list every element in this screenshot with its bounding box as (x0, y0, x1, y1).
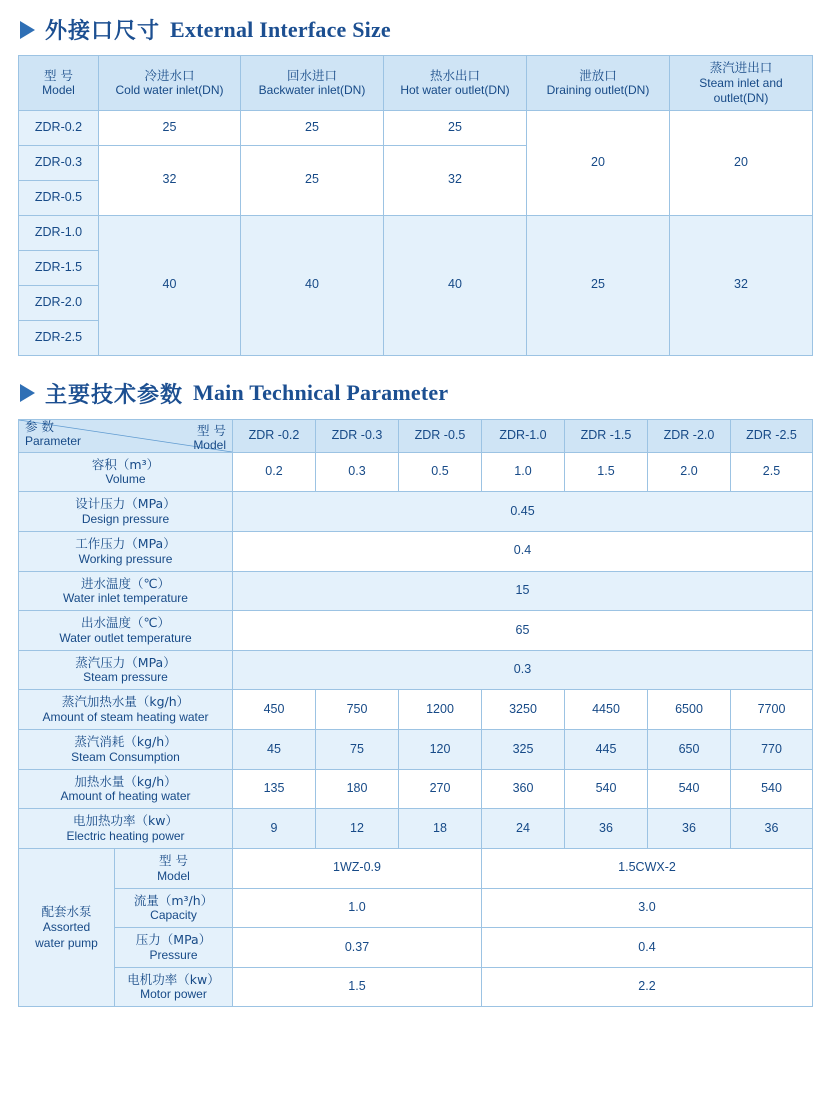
steam-inlet-outlet-cell: 32 (670, 215, 813, 355)
value-cell: 650 (648, 730, 731, 770)
value-cell: 12 (316, 809, 399, 849)
value-cell: 0.3 (316, 452, 399, 492)
table-row (19, 571, 813, 611)
row-label-water-inlet-temperature (19, 571, 233, 611)
row-label-amount-of-heating-water (19, 769, 233, 809)
table-header-cell (99, 56, 241, 111)
row-label-steam-consumption (19, 730, 233, 770)
triangle-arrow-icon (20, 21, 35, 39)
value-cell: 24 (482, 809, 565, 849)
table-header-cell (19, 56, 99, 111)
value-cell: 3250 (482, 690, 565, 730)
table-row (19, 888, 813, 928)
model-cell: ZDR-1.0 (19, 215, 99, 250)
row-label-electric-heating-power (19, 809, 233, 849)
label-cn: 加热水量（kg/h） (74, 773, 177, 789)
value-cell: 325 (482, 730, 565, 770)
value-cell: 540 (731, 769, 813, 809)
label-en: Model (157, 868, 190, 883)
table-row (19, 848, 813, 888)
table-row (19, 809, 813, 849)
table-row (19, 215, 813, 250)
value-cell: 36 (648, 809, 731, 849)
corner-parameter-label (25, 419, 81, 448)
pump-row-label-pressure (115, 928, 233, 968)
model-header-cell: ZDR-1.0 (482, 419, 565, 452)
value-cell: 36 (731, 809, 813, 849)
value-cell: 0.5 (399, 452, 482, 492)
label-en: Amount of heating water (60, 789, 191, 804)
header-en: Steam inlet and outlet(DN) (699, 75, 783, 105)
label-cn: 流量（m³/h） (133, 892, 214, 908)
label-en: Amount of steam heating water (42, 710, 209, 724)
header-cn: 泄放口 (579, 67, 617, 83)
header-en: Hot water outlet(DN) (400, 83, 510, 98)
value-cell: 770 (731, 730, 813, 770)
table-header-row (19, 56, 813, 111)
value-cell: 36 (565, 809, 648, 849)
row-label-steam-pressure (19, 650, 233, 690)
pump-row-label-motor-power (115, 967, 233, 1007)
model-cell: ZDR-2.5 (19, 320, 99, 355)
model-header-cell: ZDR -2.5 (731, 419, 813, 452)
value-cell: 18 (399, 809, 482, 849)
pump-value-left: 1WZ-0.9 (233, 848, 482, 888)
row-label-design-pressure (19, 492, 233, 532)
table-header-row (19, 419, 813, 452)
value-cell-span: 0.4 (233, 531, 813, 571)
value-cell: 0.2 (233, 452, 316, 492)
section-heading-en: Main Technical Parameter (193, 380, 449, 406)
value-cell: 270 (399, 769, 482, 809)
cold-water-inlet-cell: 40 (99, 215, 241, 355)
section-heading-en: External Interface Size (170, 16, 391, 42)
value-cell-span: 0.3 (233, 650, 813, 690)
corner-model-label (193, 423, 226, 452)
header-en: Backwater inlet(DN) (258, 83, 366, 98)
label-cn: 设计压力（MPa） (75, 496, 176, 512)
label-cn: 电加热功率（kw） (73, 813, 178, 829)
table-row (19, 531, 813, 571)
table-row (19, 690, 813, 730)
value-cell: 1.5 (565, 452, 648, 492)
label-en: Pressure (149, 947, 198, 962)
label-en: Volume (105, 472, 146, 487)
value-cell: 6500 (648, 690, 731, 730)
main-technical-parameter-table (18, 419, 813, 1008)
table-header-cell (670, 56, 813, 111)
model-header-cell: ZDR -0.2 (233, 419, 316, 452)
table-row (19, 769, 813, 809)
section-heading-cn: 主要技术参数 (45, 382, 184, 408)
pump-value-right: 1.5CWX-2 (482, 848, 813, 888)
label-en: Capacity (150, 908, 197, 923)
label-cn: 蒸汽加热水量（kg/h） (61, 694, 190, 710)
label-en: Motor power (140, 987, 207, 1002)
header-cn: 热水出口 (429, 67, 480, 83)
row-label-working-pressure (19, 531, 233, 571)
value-cell: 450 (233, 690, 316, 730)
label-cn: 容积（m³） (91, 456, 160, 472)
pump-row-label-capacity (115, 888, 233, 928)
value-cell-span: 65 (233, 611, 813, 651)
model-cell: ZDR-0.5 (19, 180, 99, 215)
model-header-cell: ZDR -0.5 (399, 419, 482, 452)
value-cell: 180 (316, 769, 399, 809)
label-en: Design pressure (81, 511, 170, 526)
model-header-cell: ZDR -2.0 (648, 419, 731, 452)
value-cell: 120 (399, 730, 482, 770)
value-cell: 135 (233, 769, 316, 809)
corner-param-cn: 参 数 (25, 419, 54, 435)
row-label-amount-of-steam-heating-water (19, 690, 233, 730)
label-en: Steam pressure (83, 670, 168, 685)
pump-name-en-1: Assorted (42, 920, 91, 935)
pump-value-left: 1.0 (233, 888, 482, 928)
label-cn: 出水温度（℃） (80, 615, 171, 631)
table-header-cell (527, 56, 670, 111)
value-cell: 2.0 (648, 452, 731, 492)
pump-value-right: 3.0 (482, 888, 813, 928)
value-cell: 540 (565, 769, 648, 809)
section-heading-main-technical-parameter (18, 378, 812, 409)
pump-value-right: 0.4 (482, 928, 813, 968)
label-en: Working pressure (78, 551, 173, 566)
table-row (19, 730, 813, 770)
table-row (19, 452, 813, 492)
cold-water-inlet-cell: 32 (99, 145, 241, 215)
model-cell: ZDR-0.2 (19, 110, 99, 145)
draining-outlet-cell: 25 (527, 215, 670, 355)
table-header-cell (241, 56, 384, 111)
table-row (19, 492, 813, 532)
label-cn: 电机功率（kw） (127, 971, 220, 987)
backwater-inlet-cell: 25 (241, 145, 384, 215)
draining-outlet-cell: 20 (527, 110, 670, 215)
value-cell: 540 (648, 769, 731, 809)
value-cell: 1.0 (482, 452, 565, 492)
value-cell: 4450 (565, 690, 648, 730)
parameter-model-corner-cell (19, 419, 233, 452)
pump-name-en-2: water pump (35, 935, 98, 950)
table-row (19, 928, 813, 968)
header-en: Cold water inlet(DN) (115, 83, 224, 98)
value-cell: 7700 (731, 690, 813, 730)
table-row (19, 110, 813, 145)
triangle-arrow-icon (20, 384, 35, 402)
header-en: Model (42, 83, 75, 98)
header-cn: 蒸汽进出口 (709, 60, 773, 75)
backwater-inlet-cell: 25 (241, 110, 384, 145)
header-cn: 回水进口 (286, 67, 337, 83)
value-cell-span: 15 (233, 571, 813, 611)
pump-row-label-model (115, 848, 233, 888)
model-cell: ZDR-2.0 (19, 285, 99, 320)
external-interface-size-table (18, 55, 813, 356)
row-label-volume (19, 452, 233, 492)
value-cell: 360 (482, 769, 565, 809)
table-row (19, 650, 813, 690)
label-cn: 进水温度（℃） (80, 575, 171, 591)
corner-model-en: Model (193, 437, 226, 452)
corner-model-cn: 型 号 (197, 422, 226, 438)
corner-param-en: Parameter (25, 434, 82, 449)
section-heading-external-interface-size (18, 14, 812, 45)
model-header-cell: ZDR -0.3 (316, 419, 399, 452)
value-cell: 2.5 (731, 452, 813, 492)
table-header-cell (384, 56, 527, 111)
label-en: Water inlet temperature (63, 591, 188, 606)
value-cell: 9 (233, 809, 316, 849)
value-cell: 45 (233, 730, 316, 770)
hot-water-outlet-cell: 40 (384, 215, 527, 355)
header-en: Draining outlet(DN) (546, 83, 650, 98)
assorted-water-pump-label (19, 848, 115, 1007)
table-row (19, 611, 813, 651)
pump-value-left: 0.37 (233, 928, 482, 968)
model-cell: ZDR-0.3 (19, 145, 99, 180)
section-heading-cn: 外接口尺寸 (45, 19, 161, 44)
label-cn: 压力（MPa） (135, 932, 212, 948)
value-cell: 750 (316, 690, 399, 730)
pump-value-left: 1.5 (233, 967, 482, 1007)
pump-value-right: 2.2 (482, 967, 813, 1007)
label-cn: 蒸汽压力（MPa） (75, 654, 176, 670)
value-cell: 1200 (399, 690, 482, 730)
cold-water-inlet-cell: 25 (99, 110, 241, 145)
model-cell: ZDR-1.5 (19, 250, 99, 285)
label-en: Water outlet temperature (59, 630, 192, 645)
label-cn: 工作压力（MPa） (75, 535, 176, 551)
label-en: Electric heating power (66, 828, 185, 843)
label-cn: 型 号 (159, 852, 188, 868)
row-label-water-outlet-temperature (19, 611, 233, 651)
value-cell: 75 (316, 730, 399, 770)
backwater-inlet-cell: 40 (241, 215, 384, 355)
header-cn: 型 号 (44, 67, 73, 83)
model-header-cell: ZDR -1.5 (565, 419, 648, 452)
hot-water-outlet-cell: 25 (384, 110, 527, 145)
steam-inlet-outlet-cell: 20 (670, 110, 813, 215)
label-en: Steam Consumption (71, 749, 180, 764)
hot-water-outlet-cell: 32 (384, 145, 527, 215)
pump-name-cn: 配套水泵 (41, 903, 92, 919)
label-cn: 蒸汽消耗（kg/h） (74, 734, 177, 749)
table-row (19, 967, 813, 1007)
value-cell: 445 (565, 730, 648, 770)
value-cell-span: 0.45 (233, 492, 813, 532)
header-cn: 冷进水口 (144, 67, 195, 83)
